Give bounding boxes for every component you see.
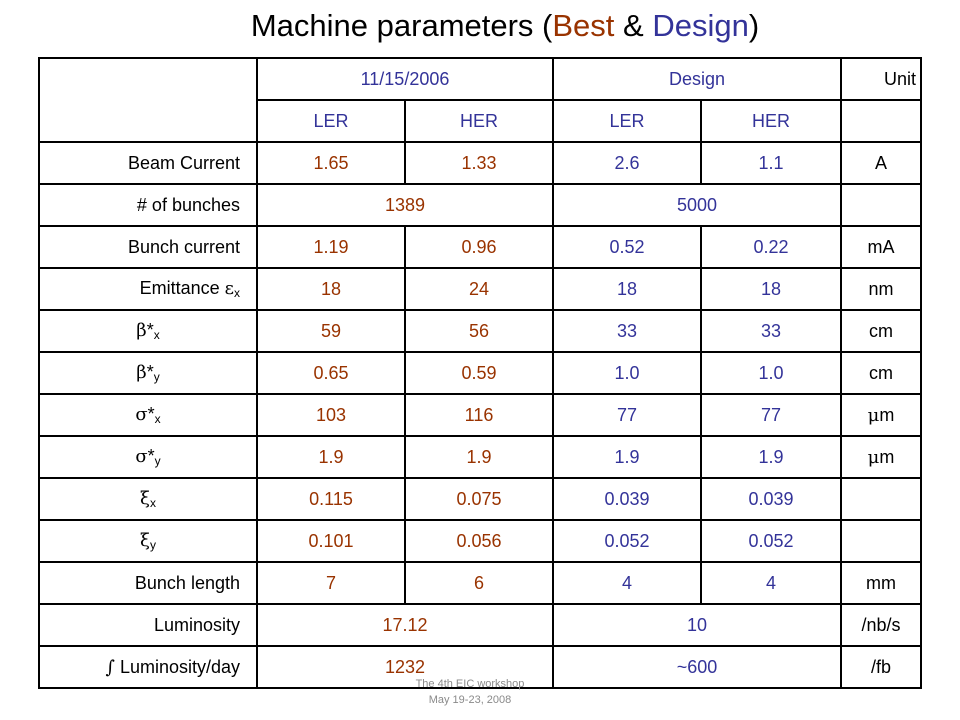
value-ler-best: 0.115 [257, 478, 405, 520]
header-corner-cell [39, 58, 257, 142]
star: * [147, 404, 155, 424]
beta-symbol: β [136, 320, 147, 341]
label-bunches: # of bunches [39, 184, 257, 226]
value-ler-best: 18 [257, 268, 405, 310]
label-sigma-y [39, 436, 257, 478]
value-her-best: 0.96 [405, 226, 553, 268]
xi-symbol: ξ [140, 488, 150, 509]
value-ler-design: 2.6 [553, 142, 701, 184]
value-her-best: 0.59 [405, 352, 553, 394]
value-her-best: 1.33 [405, 142, 553, 184]
unit-cell: cm [841, 352, 921, 394]
value-her-design: 0.052 [701, 520, 841, 562]
epsilon-symbol: ε [224, 278, 234, 299]
value-her-design: 77 [701, 394, 841, 436]
unit-cell: nm [841, 268, 921, 310]
value-her-best: 116 [405, 394, 553, 436]
header-date: 11/15/2006 [257, 58, 553, 100]
subscript: y [154, 454, 161, 468]
unit-cell: mm [841, 562, 921, 604]
star: * [146, 362, 154, 382]
label-bunch-length: Bunch length [39, 562, 257, 604]
unit-cell [841, 478, 921, 520]
value-her-design: 0.039 [701, 478, 841, 520]
value-ler-best: 1.19 [257, 226, 405, 268]
row-bunch-length [39, 562, 921, 604]
row-xi-x [39, 478, 921, 520]
value-her-best: 56 [405, 310, 553, 352]
value-her-design: 4 [701, 562, 841, 604]
label-xi-x [39, 478, 257, 520]
label-luminosity-day [39, 646, 257, 688]
value-her-design: 33 [701, 310, 841, 352]
row-sigma-x [39, 394, 921, 436]
mu-symbol: μ [867, 446, 880, 468]
header-unit: Unit [841, 58, 921, 100]
unit-cell: /nb/s [841, 604, 921, 646]
value-ler-design: 0.052 [553, 520, 701, 562]
unit-cell [841, 436, 921, 478]
header-ler-design: LER [553, 100, 701, 142]
value-ler-best: 0.65 [257, 352, 405, 394]
value-her-best: 0.056 [405, 520, 553, 562]
unit-cell [841, 184, 921, 226]
value-ler-design: 33 [553, 310, 701, 352]
label-text: Emittance [139, 278, 225, 298]
star: * [146, 320, 154, 340]
label-beta-x [39, 310, 257, 352]
unit-cell: A [841, 142, 921, 184]
row-luminosity [39, 604, 921, 646]
row-beam-current [39, 142, 921, 184]
value-her-design: 1.1 [701, 142, 841, 184]
row-xi-y [39, 520, 921, 562]
title-best: Best [552, 8, 615, 43]
unit-cell [841, 520, 921, 562]
sigma-symbol: σ [135, 446, 148, 467]
value-ler-best: 0.101 [257, 520, 405, 562]
value-her-design: 0.22 [701, 226, 841, 268]
star: * [147, 446, 155, 466]
value-best: 17.12 [257, 604, 553, 646]
value-her-design: 18 [701, 268, 841, 310]
sigma-symbol: σ [135, 404, 148, 425]
unit-cell: cm [841, 310, 921, 352]
row-bunch-current [39, 226, 921, 268]
label-emittance [39, 268, 257, 310]
subscript: y [153, 370, 160, 384]
subscript: x [234, 286, 240, 300]
value-design: 5000 [553, 184, 841, 226]
subscript: x [149, 496, 156, 510]
label-luminosity: Luminosity [39, 604, 257, 646]
header-her-best: HER [405, 100, 553, 142]
label-bunch-current: Bunch current [39, 226, 257, 268]
value-ler-design: 1.9 [553, 436, 701, 478]
machine-parameters-table [38, 57, 922, 689]
unit-cell: /fb [841, 646, 921, 688]
value-ler-design: 77 [553, 394, 701, 436]
value-design: ~600 [553, 646, 841, 688]
value-ler-best: 59 [257, 310, 405, 352]
subscript: x [153, 328, 160, 342]
value-ler-design: 0.52 [553, 226, 701, 268]
title-suffix: ) [748, 8, 760, 43]
value-ler-best: 1.9 [257, 436, 405, 478]
footer-date: May 19-23, 2008 [428, 694, 512, 706]
beta-symbol: β [136, 362, 147, 383]
value-design: 10 [553, 604, 841, 646]
row-emittance [39, 268, 921, 310]
subscript: x [154, 412, 161, 426]
label-beta-y [39, 352, 257, 394]
header-her-design: HER [701, 100, 841, 142]
slide-footer [340, 676, 600, 708]
label-xi-y [39, 520, 257, 562]
row-bunches [39, 184, 921, 226]
value-ler-best: 1.65 [257, 142, 405, 184]
slide-title [0, 8, 960, 44]
value-ler-design: 1.0 [553, 352, 701, 394]
unit-text: m [879, 404, 895, 425]
label-sigma-x [39, 394, 257, 436]
row-beta-y [39, 352, 921, 394]
value-ler-design: 0.039 [553, 478, 701, 520]
value-her-best: 0.075 [405, 478, 553, 520]
value-her-design: 1.9 [701, 436, 841, 478]
integral-symbol: ∫ [105, 656, 115, 678]
title-amp: & [614, 8, 653, 43]
footer-workshop: The 4th EIC workshop [415, 678, 525, 690]
header-row-1 [39, 58, 921, 100]
label-beam-current: Beam Current [39, 142, 257, 184]
title-design: Design [652, 8, 749, 43]
header-ler-best: LER [257, 100, 405, 142]
row-sigma-y [39, 436, 921, 478]
value-best: 1389 [257, 184, 553, 226]
row-beta-x [39, 310, 921, 352]
unit-text: m [879, 446, 895, 467]
unit-cell: mA [841, 226, 921, 268]
value-her-best: 24 [405, 268, 553, 310]
value-her-best: 1.9 [405, 436, 553, 478]
header-unit-empty [841, 100, 921, 142]
mu-symbol: μ [867, 404, 880, 426]
value-ler-design: 18 [553, 268, 701, 310]
value-her-best: 6 [405, 562, 553, 604]
value-ler-best: 103 [257, 394, 405, 436]
value-best: 1232 [257, 646, 553, 688]
label-text: Luminosity/day [114, 656, 240, 677]
title-prefix: Machine parameters ( [250, 8, 553, 43]
xi-symbol: ξ [140, 530, 150, 551]
value-ler-design: 4 [553, 562, 701, 604]
unit-cell [841, 394, 921, 436]
value-ler-best: 7 [257, 562, 405, 604]
subscript: y [149, 538, 156, 552]
value-her-design: 1.0 [701, 352, 841, 394]
header-design: Design [553, 58, 841, 100]
